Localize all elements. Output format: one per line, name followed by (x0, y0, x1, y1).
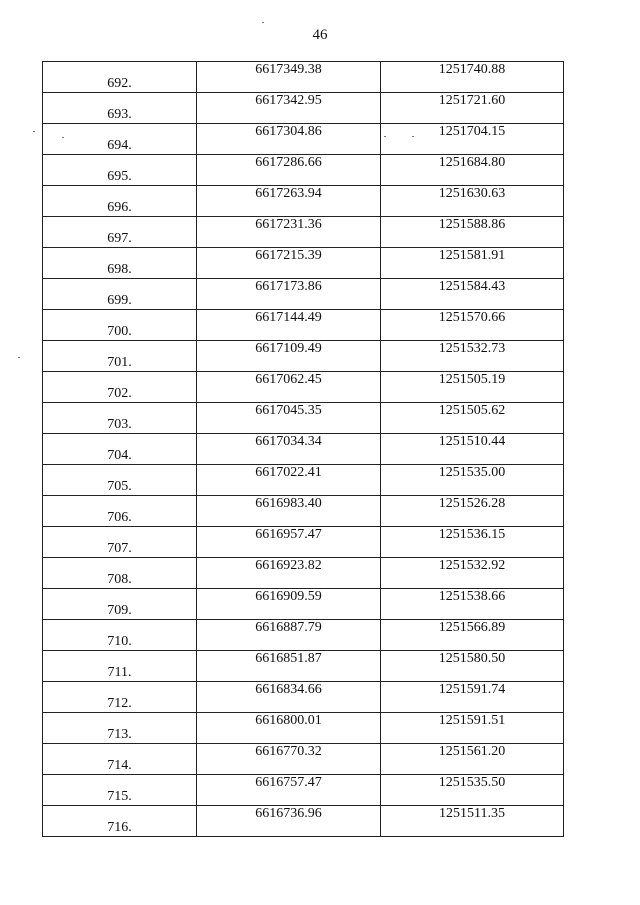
y-coordinate-cell: 1251532.73 (381, 341, 564, 372)
point-number-cell: 696. (43, 186, 197, 217)
x-coordinate-cell: 6617034.34 (197, 434, 381, 465)
coordinates-table-body (43, 62, 564, 837)
table-row (43, 186, 564, 217)
point-number-cell: 703. (43, 403, 197, 434)
x-coordinate-cell: 6616923.82 (197, 558, 381, 589)
table-row (43, 527, 564, 558)
table-row (43, 713, 564, 744)
x-coordinate-cell: 6617263.94 (197, 186, 381, 217)
table-row (43, 372, 564, 403)
scan-speck (18, 357, 20, 358)
table-row (43, 93, 564, 124)
table-row (43, 744, 564, 775)
y-coordinate-cell: 1251536.15 (381, 527, 564, 558)
point-number-cell: 697. (43, 217, 197, 248)
table-row (43, 589, 564, 620)
x-coordinate-cell: 6617022.41 (197, 465, 381, 496)
table-row (43, 279, 564, 310)
x-coordinate-cell: 6616757.47 (197, 775, 381, 806)
table-row (43, 310, 564, 341)
table-row (43, 775, 564, 806)
table-row (43, 341, 564, 372)
point-number-cell: 694. (43, 124, 197, 155)
x-coordinate-cell: 6616800.01 (197, 713, 381, 744)
y-coordinate-cell: 1251591.51 (381, 713, 564, 744)
y-coordinate-cell: 1251510.44 (381, 434, 564, 465)
table-row (43, 434, 564, 465)
point-number-cell: 707. (43, 527, 197, 558)
x-coordinate-cell: 6616957.47 (197, 527, 381, 558)
x-coordinate-cell: 6616770.32 (197, 744, 381, 775)
table-row (43, 403, 564, 434)
point-number-cell: 693. (43, 93, 197, 124)
table-row (43, 620, 564, 651)
x-coordinate-cell: 6617173.86 (197, 279, 381, 310)
y-coordinate-cell: 1251532.92 (381, 558, 564, 589)
y-coordinate-cell: 1251538.66 (381, 589, 564, 620)
table-row (43, 651, 564, 682)
coordinates-table (42, 61, 564, 837)
point-number-cell: 702. (43, 372, 197, 403)
point-number-cell: 708. (43, 558, 197, 589)
y-coordinate-cell: 1251630.63 (381, 186, 564, 217)
y-coordinate-cell: 1251584.43 (381, 279, 564, 310)
y-coordinate-cell: 1251505.62 (381, 403, 564, 434)
y-coordinate-cell: 1251740.88 (381, 62, 564, 93)
y-coordinate-cell: 1251580.50 (381, 651, 564, 682)
table-row (43, 496, 564, 527)
scan-speck (262, 22, 264, 23)
table-row (43, 248, 564, 279)
point-number-cell: 706. (43, 496, 197, 527)
y-coordinate-cell: 1251535.50 (381, 775, 564, 806)
y-coordinate-cell: 1251581.91 (381, 248, 564, 279)
y-coordinate-cell: 1251721.60 (381, 93, 564, 124)
y-coordinate-cell: 1251570.66 (381, 310, 564, 341)
table-row (43, 217, 564, 248)
x-coordinate-cell: 6616834.66 (197, 682, 381, 713)
table-row (43, 682, 564, 713)
x-coordinate-cell: 6617045.35 (197, 403, 381, 434)
scan-speck (33, 131, 35, 132)
table-row (43, 558, 564, 589)
point-number-cell: 712. (43, 682, 197, 713)
point-number-cell: 714. (43, 744, 197, 775)
x-coordinate-cell: 6617109.49 (197, 341, 381, 372)
y-coordinate-cell: 1251588.86 (381, 217, 564, 248)
table-row (43, 806, 564, 837)
table-row (43, 465, 564, 496)
table-row (43, 155, 564, 186)
y-coordinate-cell: 1251535.00 (381, 465, 564, 496)
point-number-cell: 710. (43, 620, 197, 651)
point-number-cell: 716. (43, 806, 197, 837)
x-coordinate-cell: 6617304.86 (197, 124, 381, 155)
x-coordinate-cell: 6616983.40 (197, 496, 381, 527)
y-coordinate-cell: 1251505.19 (381, 372, 564, 403)
y-coordinate-cell: 1251591.74 (381, 682, 564, 713)
x-coordinate-cell: 6617144.49 (197, 310, 381, 341)
point-number-cell: 713. (43, 713, 197, 744)
y-coordinate-cell: 1251511.35 (381, 806, 564, 837)
x-coordinate-cell: 6616851.87 (197, 651, 381, 682)
point-number-cell: 695. (43, 155, 197, 186)
x-coordinate-cell: 6617215.39 (197, 248, 381, 279)
point-number-cell: 715. (43, 775, 197, 806)
x-coordinate-cell: 6617286.66 (197, 155, 381, 186)
x-coordinate-cell: 6617342.95 (197, 93, 381, 124)
x-coordinate-cell: 6617349.38 (197, 62, 381, 93)
x-coordinate-cell: 6616909.59 (197, 589, 381, 620)
page-number: 46 (312, 27, 328, 43)
table-row (43, 124, 564, 155)
y-coordinate-cell: 1251704.15 (381, 124, 564, 155)
point-number-cell: 701. (43, 341, 197, 372)
x-coordinate-cell: 6616736.96 (197, 806, 381, 837)
point-number-cell: 705. (43, 465, 197, 496)
x-coordinate-cell: 6617062.45 (197, 372, 381, 403)
point-number-cell: 704. (43, 434, 197, 465)
point-number-cell: 699. (43, 279, 197, 310)
point-number-cell: 709. (43, 589, 197, 620)
y-coordinate-cell: 1251684.80 (381, 155, 564, 186)
table-row (43, 62, 564, 93)
point-number-cell: 711. (43, 651, 197, 682)
y-coordinate-cell: 1251526.28 (381, 496, 564, 527)
point-number-cell: 692. (43, 62, 197, 93)
x-coordinate-cell: 6616887.79 (197, 620, 381, 651)
y-coordinate-cell: 1251561.20 (381, 744, 564, 775)
point-number-cell: 700. (43, 310, 197, 341)
y-coordinate-cell: 1251566.89 (381, 620, 564, 651)
point-number-cell: 698. (43, 248, 197, 279)
x-coordinate-cell: 6617231.36 (197, 217, 381, 248)
